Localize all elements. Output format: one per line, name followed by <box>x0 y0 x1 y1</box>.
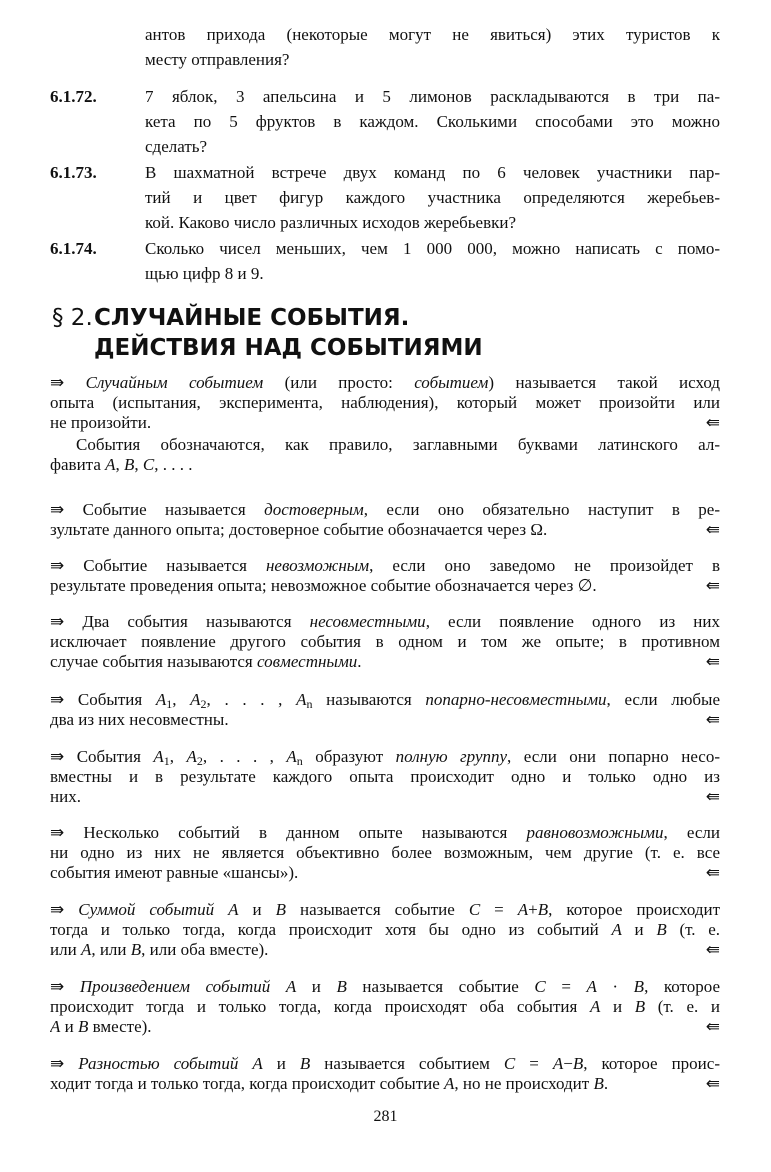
text-run: , которое происходит <box>548 900 720 919</box>
line-content <box>50 393 720 412</box>
end-definition-icon: ⇚ <box>705 413 720 432</box>
line-content <box>50 997 720 1016</box>
line-content <box>145 264 264 283</box>
text-run: , если оно обязательно наступит в ре- <box>363 500 720 519</box>
text-line <box>50 843 720 863</box>
line-content <box>50 612 720 631</box>
line-content <box>50 373 720 392</box>
text-run: ⇛ События <box>50 747 154 766</box>
italic-term: A <box>155 690 167 709</box>
text-run: и <box>621 920 657 939</box>
line-content <box>50 977 720 996</box>
italic-term: достоверным <box>264 500 364 519</box>
exercise-item <box>50 236 720 286</box>
text-run <box>238 1054 252 1073</box>
text-line <box>145 22 720 47</box>
section-title-line-1: СЛУЧАЙНЫЕ СОБЫТИЯ. <box>94 305 410 331</box>
end-definition-icon: ⇚ <box>705 652 720 671</box>
line-content <box>50 500 720 519</box>
text-line <box>145 160 720 185</box>
text-run: ⇛ <box>50 373 86 392</box>
text-run: результате проведения опыта; невозможное событие обозначается через ∅. <box>50 576 597 595</box>
exercise-number: 6.1.74. <box>50 239 97 258</box>
text-run: , <box>115 455 125 474</box>
text-run: образуют <box>302 747 396 766</box>
italic-term: A <box>80 940 92 959</box>
text-run: называется событие <box>285 900 469 919</box>
italic-term: C <box>503 1054 516 1073</box>
end-definition-icon: ⇚ <box>705 940 720 959</box>
italic-term: B <box>336 977 347 996</box>
text-run: , <box>134 455 143 474</box>
line-content <box>50 690 720 709</box>
text-line <box>50 520 720 540</box>
text-line <box>145 210 720 235</box>
end-definition-icon: ⇚ <box>705 520 720 539</box>
text-run: и <box>238 900 276 919</box>
text-run: называется событие <box>346 977 535 996</box>
text-run: События обозначаются, как правило, заглавными буквами латинского ал- <box>76 435 720 454</box>
line-content <box>50 843 720 862</box>
text-line <box>50 920 720 940</box>
line-content <box>145 50 289 69</box>
text-run: исключает появление другого события в одном и том же опыте; в противном <box>50 632 720 651</box>
italic-term: B <box>124 455 135 474</box>
exercise-number: 6.1.72. <box>50 87 97 106</box>
text-run: , если они попарно несо- <box>507 747 720 766</box>
definition-block <box>50 977 720 1037</box>
text-run: ) называется такой исход <box>488 373 720 392</box>
text-run: происходит тогда и только тогда, когда происходят оба события <box>50 997 590 1016</box>
text-run: вместны и в результате каждого опыта происходит одно и только одно из <box>50 767 720 786</box>
italic-term: A <box>228 900 239 919</box>
text-run <box>270 977 286 996</box>
line-content <box>50 900 720 919</box>
definition-block <box>50 823 720 883</box>
text-run: опыта (испытания, эксперимента, наблюдения), который может произойти или <box>50 393 720 412</box>
text-line <box>50 632 720 652</box>
italic-term: совместными <box>257 652 358 671</box>
line-content <box>50 920 720 939</box>
text-line <box>145 109 720 134</box>
italic-term: A <box>153 747 164 766</box>
text-line <box>50 863 720 883</box>
text-run: ⇛ Событие называется <box>50 556 266 575</box>
text-run: ⇛ События <box>50 690 156 709</box>
text-run: , если любые <box>606 690 720 709</box>
text-line <box>50 393 720 413</box>
text-run: ⇛ <box>50 977 80 996</box>
text-run: , которое <box>644 977 720 996</box>
italic-term: A <box>589 997 601 1016</box>
text-line <box>50 576 720 596</box>
line-content <box>50 787 81 807</box>
text-run: тогда и только тогда, когда происходит хотя бы одно из событий <box>50 920 612 939</box>
line-content <box>145 87 720 106</box>
italic-term: A <box>286 747 297 766</box>
text-run: = <box>545 977 587 996</box>
text-run: , . . . . <box>154 455 193 474</box>
definition-block <box>50 690 720 730</box>
text-line <box>145 185 720 210</box>
line-content <box>145 137 207 156</box>
text-run: случае события называются <box>50 652 257 671</box>
text-line <box>50 690 720 710</box>
exercise-item <box>50 160 720 235</box>
text-line <box>50 413 720 433</box>
text-line <box>145 47 720 72</box>
text-run: , если оно заведомо не произойдет в <box>369 556 720 575</box>
text-line <box>50 900 720 920</box>
text-line <box>50 500 720 520</box>
italic-term: C <box>142 455 155 474</box>
text-line <box>50 787 720 807</box>
text-run: , или оба вместе). <box>141 940 269 959</box>
text-run: = <box>515 1054 553 1073</box>
end-definition-icon: ⇚ <box>705 1017 720 1036</box>
text-run: = <box>480 900 518 919</box>
text-run <box>214 900 228 919</box>
italic-term: A <box>252 1054 263 1073</box>
section-title-line-2: ДЕЙСТВИЯ НАД СОБЫТИЯМИ <box>94 335 483 361</box>
italic-term: B <box>572 1054 584 1073</box>
text-run: Сколько чисел меньших, чем 1 000 000, можно написать с помо- <box>145 239 720 258</box>
italic-term: Произведением событий <box>79 977 271 996</box>
line-content <box>50 1054 720 1073</box>
italic-term: B <box>593 1074 604 1093</box>
italic-term: B <box>634 997 646 1016</box>
text-run: щью цифр 8 и 9. <box>145 264 264 283</box>
text-run: ⇛ <box>50 1054 79 1073</box>
definition-block <box>50 1054 720 1094</box>
italic-term: несовместными <box>309 612 426 631</box>
text-line <box>50 997 720 1017</box>
line-content <box>145 25 720 44</box>
line-content <box>50 710 229 730</box>
text-run: месту отправления? <box>145 50 290 69</box>
end-definition-icon: ⇚ <box>705 576 720 595</box>
subscript: n <box>296 754 303 767</box>
subscript: 2 <box>196 754 203 767</box>
italic-term: C <box>534 977 546 996</box>
italic-term: невозможным <box>265 556 370 575</box>
text-run: , . . . , <box>206 690 297 709</box>
text-run: два из них несовместны. <box>50 710 229 729</box>
text-line <box>50 556 720 576</box>
exercise-item <box>50 84 720 159</box>
definition-block <box>50 612 720 672</box>
italic-term: A <box>190 690 201 709</box>
text-run: 7 яблок, 3 апельсина и 5 лимонов раскладываются в три па- <box>145 87 720 106</box>
italic-term: B <box>633 977 645 996</box>
line-content <box>145 213 516 232</box>
text-run: , если появление одного из них <box>425 612 720 631</box>
text-line <box>145 261 720 286</box>
text-run: них. <box>50 787 81 806</box>
italic-term: B <box>299 1054 311 1073</box>
exercise-item <box>50 22 720 72</box>
text-line <box>50 1054 720 1074</box>
text-run: , . . . , <box>202 747 287 766</box>
line-content <box>50 520 547 540</box>
text-run: ⇛ Два события называются <box>50 612 310 631</box>
text-run: ⇛ <box>50 900 79 919</box>
italic-term: B <box>656 920 667 939</box>
text-line <box>50 373 720 393</box>
end-definition-icon: ⇚ <box>705 1074 720 1093</box>
text-run: , или <box>91 940 131 959</box>
italic-term: A <box>186 747 197 766</box>
text-run: тий и цвет фигур каждого участника определяются жеребьев- <box>145 188 720 207</box>
text-run: ⇛ Несколько событий в данном опыте называются <box>50 823 527 842</box>
text-line <box>145 134 720 159</box>
definition-block <box>50 900 720 960</box>
text-run: , <box>169 747 187 766</box>
text-run: ходит тогда и только тогда, когда происходит событие <box>50 1074 445 1093</box>
italic-term: A <box>444 1074 455 1093</box>
line-content <box>145 163 720 182</box>
line-content <box>76 435 720 454</box>
text-run: кой. Каково число различных исходов жеребьевки? <box>145 213 516 232</box>
italic-term: A <box>611 920 622 939</box>
line-content <box>50 576 597 596</box>
italic-term: C <box>468 900 481 919</box>
text-line <box>50 652 720 672</box>
text-run: , <box>172 690 191 709</box>
text-run: + <box>528 900 538 919</box>
line-content <box>50 652 362 672</box>
subscript: 2 <box>200 697 207 710</box>
end-definition-icon: ⇚ <box>705 787 720 806</box>
section-number: § 2. <box>52 305 93 331</box>
text-line <box>50 1017 720 1037</box>
italic-term: событием <box>414 373 489 392</box>
definition-block <box>50 747 720 807</box>
italic-term: A <box>105 455 116 474</box>
text-run: и <box>600 997 635 1016</box>
exercise-number: 6.1.73. <box>50 163 97 182</box>
end-definition-icon: ⇚ <box>705 710 720 729</box>
subscript: 1 <box>166 697 173 710</box>
text-run: . <box>603 1074 609 1093</box>
italic-term: A <box>586 977 597 996</box>
italic-term: Случайным событием <box>85 373 264 392</box>
text-run: , но не происходит <box>454 1074 594 1093</box>
text-line <box>50 1074 720 1094</box>
line-content <box>50 940 268 960</box>
text-run: (т. е. <box>666 920 720 939</box>
italic-term: равновозможными <box>526 823 664 842</box>
text-run: называется событием <box>310 1054 504 1073</box>
text-run: сделать? <box>145 137 208 156</box>
italic-term: попарно-несовместными <box>425 690 607 709</box>
italic-term: A <box>285 977 297 996</box>
text-line <box>145 84 720 109</box>
text-line <box>50 435 720 455</box>
italic-term: A <box>50 1017 61 1036</box>
text-run: и <box>296 977 337 996</box>
line-content <box>50 1074 608 1094</box>
page-number: 281 <box>373 1108 398 1125</box>
italic-term: A <box>552 1054 564 1073</box>
text-run: ⇛ Событие называется <box>50 500 265 519</box>
subscript: 1 <box>163 754 170 767</box>
italic-term: полную группу <box>395 747 508 766</box>
line-content <box>50 1017 152 1037</box>
line-content <box>145 239 720 258</box>
italic-term: B <box>537 900 549 919</box>
line-content <box>50 767 720 786</box>
line-content <box>145 112 720 131</box>
text-run: и <box>262 1054 300 1073</box>
definition-block <box>50 373 720 433</box>
line-content <box>50 413 151 433</box>
text-run: и <box>60 1017 78 1036</box>
italic-term: B <box>78 1017 89 1036</box>
line-content <box>145 188 720 207</box>
text-line <box>50 710 720 730</box>
italic-term: A <box>296 690 307 709</box>
text-run: или <box>50 940 81 959</box>
text-run: , если <box>663 823 720 842</box>
text-run: В шахматной встрече двух команд по 6 человек участники пар- <box>145 163 720 182</box>
line-content <box>50 747 720 766</box>
line-content <box>50 863 298 883</box>
italic-term: B <box>275 900 286 919</box>
line-content <box>50 823 720 842</box>
definition-block <box>50 500 720 540</box>
text-line <box>50 612 720 632</box>
line-content <box>50 455 193 474</box>
text-line <box>50 977 720 997</box>
text-run: . <box>357 652 362 671</box>
line-content <box>50 632 720 651</box>
line-content <box>50 556 720 575</box>
text-run: события имеют равные «шансы»). <box>50 863 299 882</box>
text-run: ни одно из них не является объективно более возможным, чем другие (т. е. все <box>50 843 720 862</box>
text-line <box>145 236 720 261</box>
text-line <box>50 940 720 960</box>
text-run: фавита <box>50 455 106 474</box>
text-line <box>50 823 720 843</box>
text-run: зультате данного опыта; достоверное событие обозначается через Ω. <box>50 520 548 539</box>
text-run: (или просто: <box>263 373 415 392</box>
text-run: (т. е. и <box>645 997 720 1016</box>
text-line <box>50 767 720 787</box>
text-run: называются <box>312 690 426 709</box>
text-run: антов прихода (некоторые могут не явиться) этих туристов к <box>145 25 720 44</box>
text-paragraph <box>50 435 720 475</box>
italic-term: A <box>517 900 529 919</box>
text-run: − <box>563 1054 573 1073</box>
definition-block <box>50 556 720 596</box>
subscript: n <box>306 697 313 710</box>
text-run: вместе). <box>88 1017 152 1036</box>
text-run: · <box>596 977 634 996</box>
italic-term: B <box>130 940 142 959</box>
end-definition-icon: ⇚ <box>705 863 720 882</box>
text-run: , которое проис- <box>583 1054 720 1073</box>
text-run: кета по 5 фруктов в каждом. Сколькими способами это можно <box>145 112 720 131</box>
text-line <box>50 747 720 767</box>
italic-term: Разностью событий <box>78 1054 239 1073</box>
italic-term: Суммой событий <box>78 900 215 919</box>
text-run: не произойти. <box>50 413 152 432</box>
text-line <box>50 455 720 475</box>
